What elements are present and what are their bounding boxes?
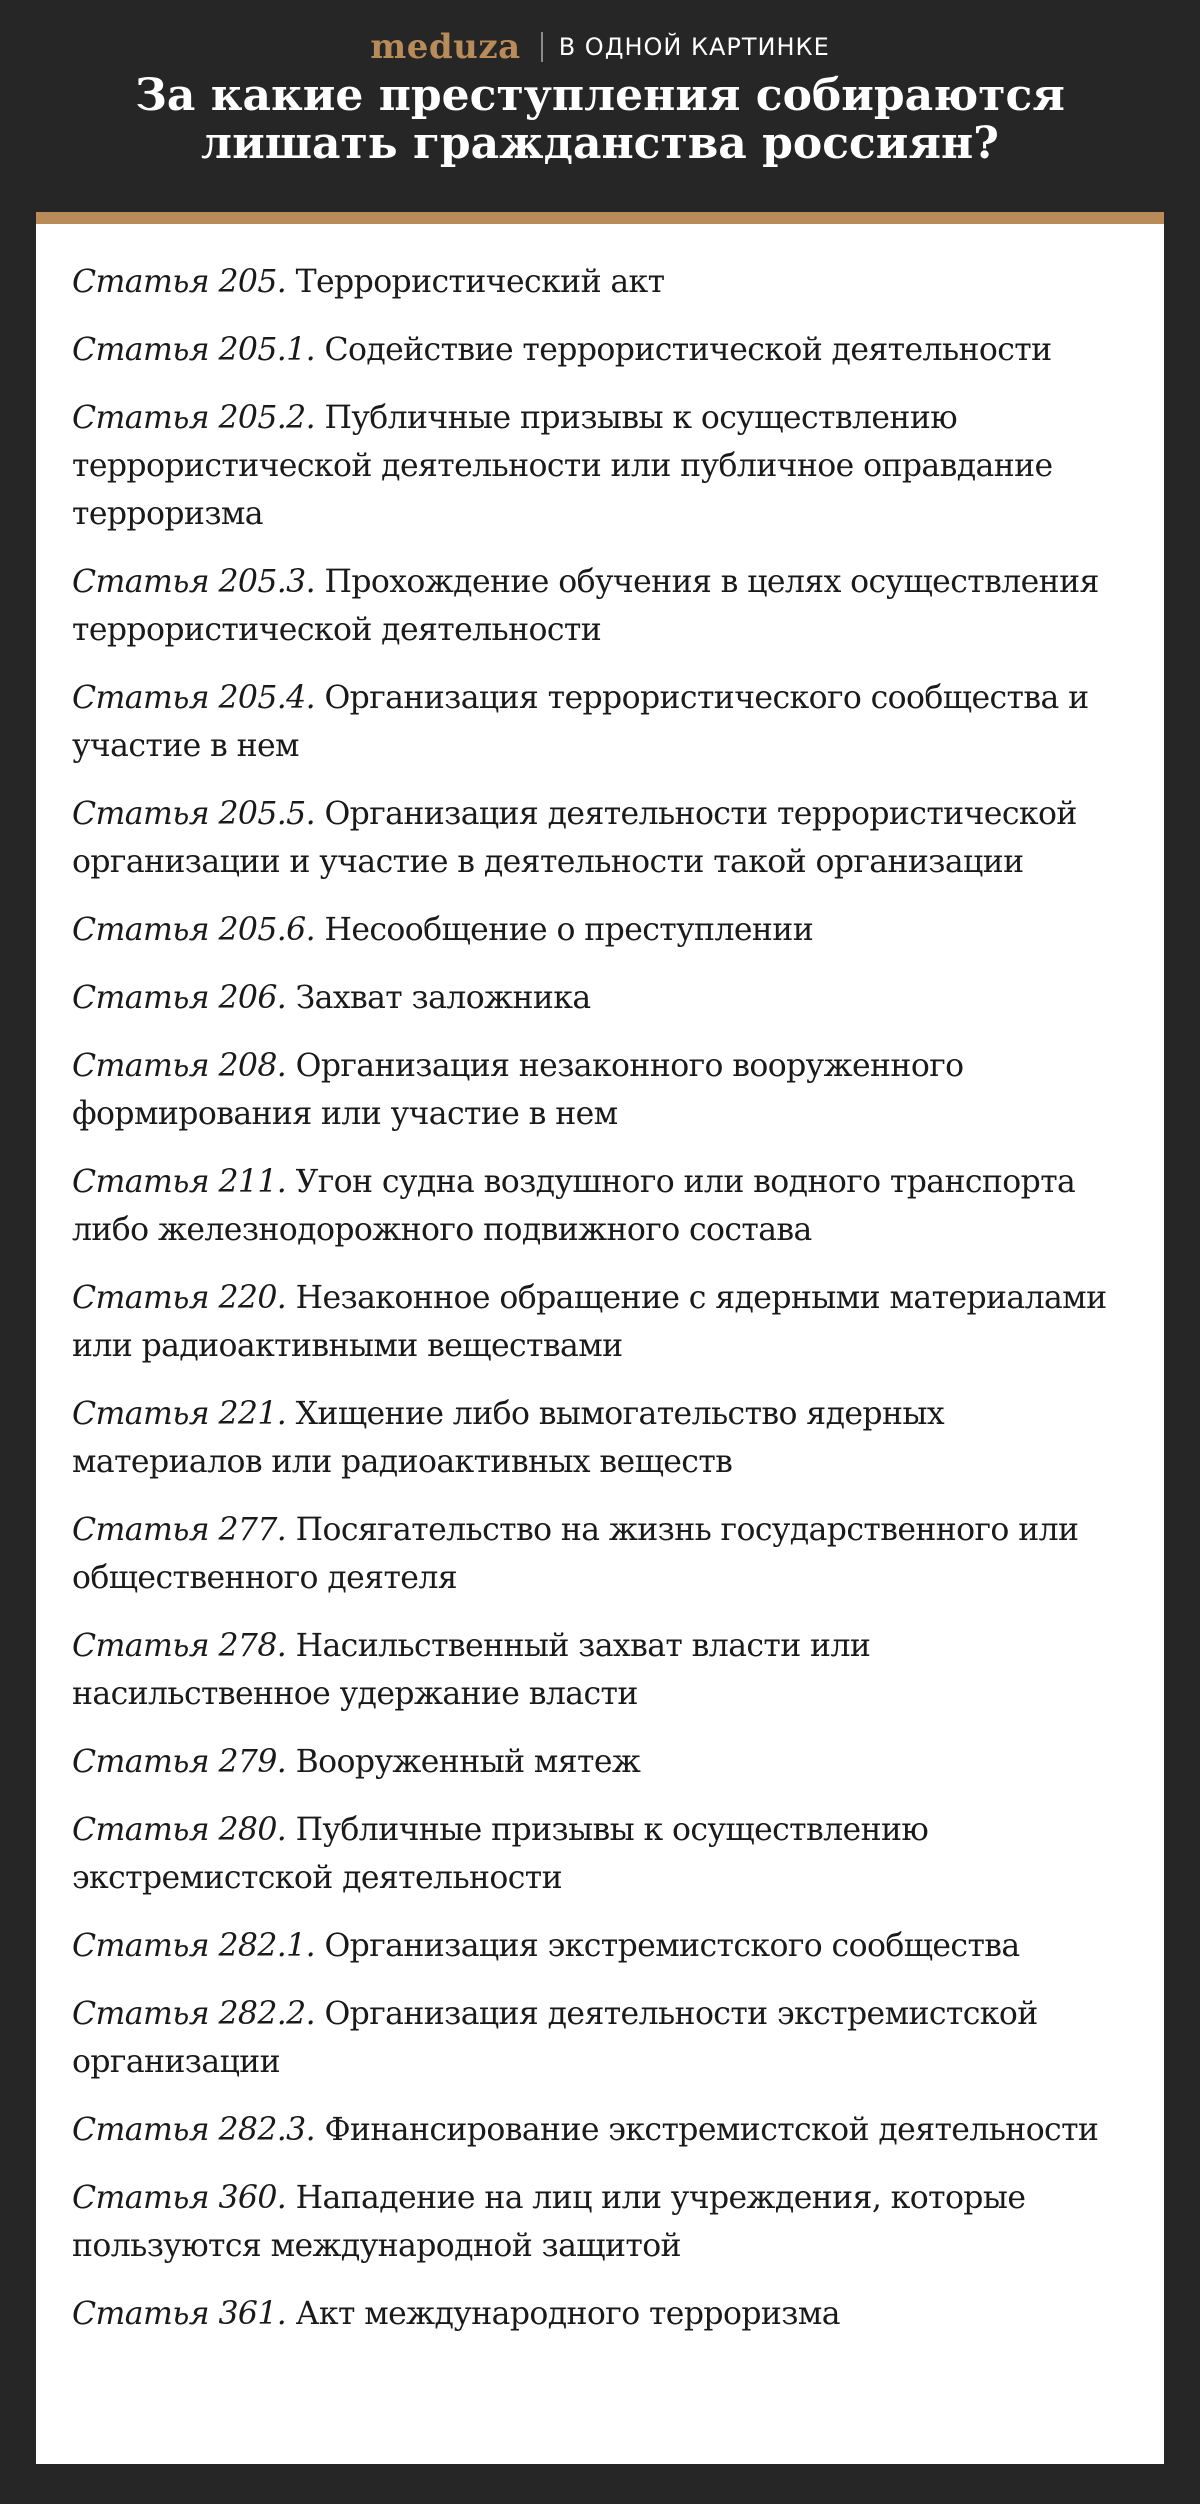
title-line-1: За какие преступления собираются [135, 70, 1065, 121]
article-item [72, 2106, 1130, 2154]
article-number: Статья 205.3. [72, 564, 316, 600]
article-text: Акт международного терроризма [295, 2296, 840, 2332]
article-text: Захват заложника [295, 980, 591, 1016]
article-number: Статья 208. [72, 1048, 287, 1084]
title-line-2: лишать гражданства россиян? [201, 118, 999, 169]
article-text: Нападение на лиц или учреждения, которые пользуются международной защитой [72, 2180, 1026, 2264]
section-label[interactable]: В ОДНОЙ КАРТИНКЕ [558, 33, 830, 61]
article-item [72, 1990, 1130, 2086]
article-item [72, 974, 1130, 1022]
article-text: Незаконное обращение с ядерными материалами или радиоактивными веществами [72, 1280, 1107, 1364]
article-number: Статья 205.1. [72, 332, 316, 368]
article-item [72, 1506, 1130, 1602]
article-text: Организация террористического сообщества и участие в нем [72, 680, 1089, 764]
article-item [72, 326, 1130, 374]
article-text: Прохождение обучения в целях осуществления террористической деятельности [72, 564, 1099, 648]
article-number: Статья 277. [72, 1512, 287, 1548]
article-number: Статья 220. [72, 1280, 287, 1316]
article-text: Организация деятельности экстремистской организации [72, 1996, 1038, 2080]
article-item [72, 394, 1130, 538]
article-number: Статья 205.4. [72, 680, 316, 716]
article-text: Хищение либо вымогательство ядерных материалов или радиоактивных веществ [72, 1396, 945, 1480]
article-number: Статья 279. [72, 1744, 287, 1780]
article-item [72, 1274, 1130, 1370]
meduza-logo[interactable]: meduza [370, 27, 521, 67]
article-number: Статья 205.6. [72, 912, 316, 948]
article-item [72, 258, 1130, 306]
article-text: Публичные призывы к осуществлению экстремистской деятельности [72, 1812, 929, 1896]
article-text: Вооруженный мятеж [295, 1744, 641, 1780]
articles-list [36, 224, 1164, 2338]
article-number: Статья 361. [72, 2296, 287, 2332]
article-text: Террористический акт [295, 264, 665, 300]
article-number: Статья 205.2. [72, 400, 316, 436]
page-title [60, 72, 1140, 168]
article-number: Статья 205.5. [72, 796, 316, 832]
article-item [72, 1738, 1130, 1786]
article-text: Организация экстремистского сообщества [324, 1928, 1020, 1964]
article-item [72, 790, 1130, 886]
article-text: Организация деятельности террористической организации и участие в деятельности такой организации [72, 796, 1077, 880]
brand-row [0, 24, 1200, 70]
article-item [72, 906, 1130, 954]
article-number: Статья 278. [72, 1628, 287, 1664]
article-number: Статья 221. [72, 1396, 287, 1432]
article-text: Содействие террористической деятельности [324, 332, 1052, 368]
article-text: Несообщение о преступлении [324, 912, 814, 948]
article-item [72, 2174, 1130, 2270]
articles-card [36, 224, 1164, 2464]
article-item [72, 2290, 1130, 2338]
article-number: Статья 360. [72, 2180, 287, 2216]
article-text: Посягательство на жизнь государственного или общественного деятеля [72, 1512, 1079, 1596]
article-item [72, 1390, 1130, 1486]
article-number: Статья 282.2. [72, 1996, 316, 2032]
article-text: Публичные призывы к осуществлению террористической деятельности или публичное оправдание терроризма [72, 400, 1053, 532]
article-number: Статья 280. [72, 1812, 287, 1848]
article-text: Насильственный захват власти или насильственное удержание власти [72, 1628, 871, 1712]
article-text: Угон судна воздушного или водного транспорта либо железнодорожного подвижного состава [72, 1164, 1076, 1248]
article-number: Статья 206. [72, 980, 287, 1016]
article-number: Статья 282.3. [72, 2112, 316, 2148]
article-item [72, 1622, 1130, 1718]
article-item [72, 1922, 1130, 1970]
card-accent-bar [36, 212, 1164, 224]
article-item [72, 674, 1130, 770]
header [0, 0, 1200, 216]
article-text: Организация незаконного вооруженного формирования или участие в нем [72, 1048, 964, 1132]
article-item [72, 1806, 1130, 1902]
article-number: Статья 205. [72, 264, 287, 300]
article-item [72, 1158, 1130, 1254]
article-item [72, 558, 1130, 654]
article-text: Финансирование экстремистской деятельности [324, 2112, 1099, 2148]
article-number: Статья 282.1. [72, 1928, 316, 1964]
article-number: Статья 211. [72, 1164, 287, 1200]
article-item [72, 1042, 1130, 1138]
brand-divider [541, 32, 543, 62]
